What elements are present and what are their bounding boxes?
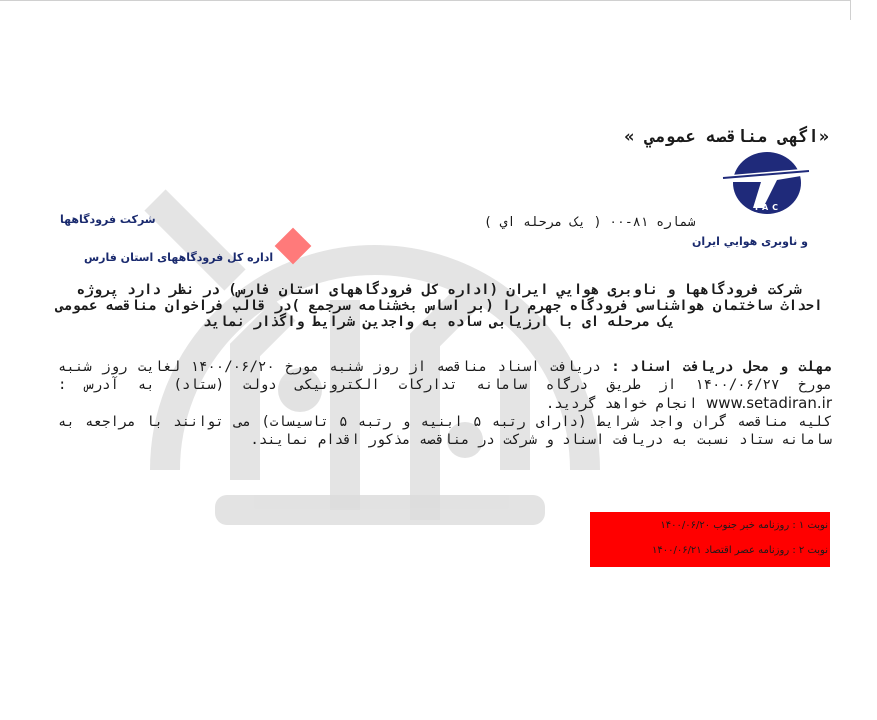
note-2: نوبت ۲ : روزنامه عصر اقتصاد ۱۴۰۰/۰۶/۲۱: [651, 545, 828, 556]
office-name: اداره کل فرودگاههای استان فارس: [84, 251, 274, 264]
deadline-text: دریافت اسناد مناقصه از روز شنبه مورخ ۱۴۰۰/۰۶/۲۰ لغایت روز شنبه مورخ ۱۴۰۰/۰۶/۲۷ از طریق درگاه سامانه تدارکات الکترونیکی دولت (ستاد) به آدرس :: [58, 359, 832, 393]
deadline-label: مهلت و محل دریافت اسناد :: [611, 359, 832, 375]
publication-notes: [590, 512, 830, 567]
note-1: نوبت ۱ : روزنامه خبر جنوب ۱۴۰۰/۰۶/۲۰: [660, 520, 828, 531]
watermark-emblem: [95, 140, 655, 570]
tender-details: [58, 358, 832, 449]
deadline-text-end: انجام خواهد گردید.: [545, 396, 698, 412]
eligibility-paragraph: کلیه مناقصه گران واجد شرایط (دارای رتبه ۵ ابنیه و رتبه ۵ تاسیسات) می توانند با مراجعه به سامانه ستاد نسبت به دریافت اسناد و شرکت در مناقصه مذکور اقدام نمایند.: [58, 414, 832, 448]
page-title: «اگهی مناقصه عمومي »: [624, 127, 829, 147]
tender-number: شماره ۸۱-۰۰ ( يک مرحله اي ): [484, 215, 696, 230]
org-name-line2: و ناوبری هوايي ايران: [692, 235, 808, 248]
intro-paragraph: شرکت فرودگاهها و ناوبری هوايي ايران (اداره کل فرودگاههای استان فارس) در نظر دارد پروژه احداث ساختمان هواشناسی فرودگاه جهرم را (بر اساس بخشنامه سرجمع )در قالب فراخوان مناقصه عمومی یک مرحله ای با ارزیابی ساده به واجدين شرايط واگذار نمايد: [55, 282, 823, 330]
logo-text: IAC: [755, 203, 783, 212]
website-link[interactable]: www.setadiran.ir: [706, 394, 832, 412]
org-name-line1: شرکت فرودگاهها: [60, 213, 156, 226]
page-frame-border: [0, 0, 851, 20]
deadline-paragraph: [58, 358, 832, 413]
company-logo: [717, 150, 815, 216]
